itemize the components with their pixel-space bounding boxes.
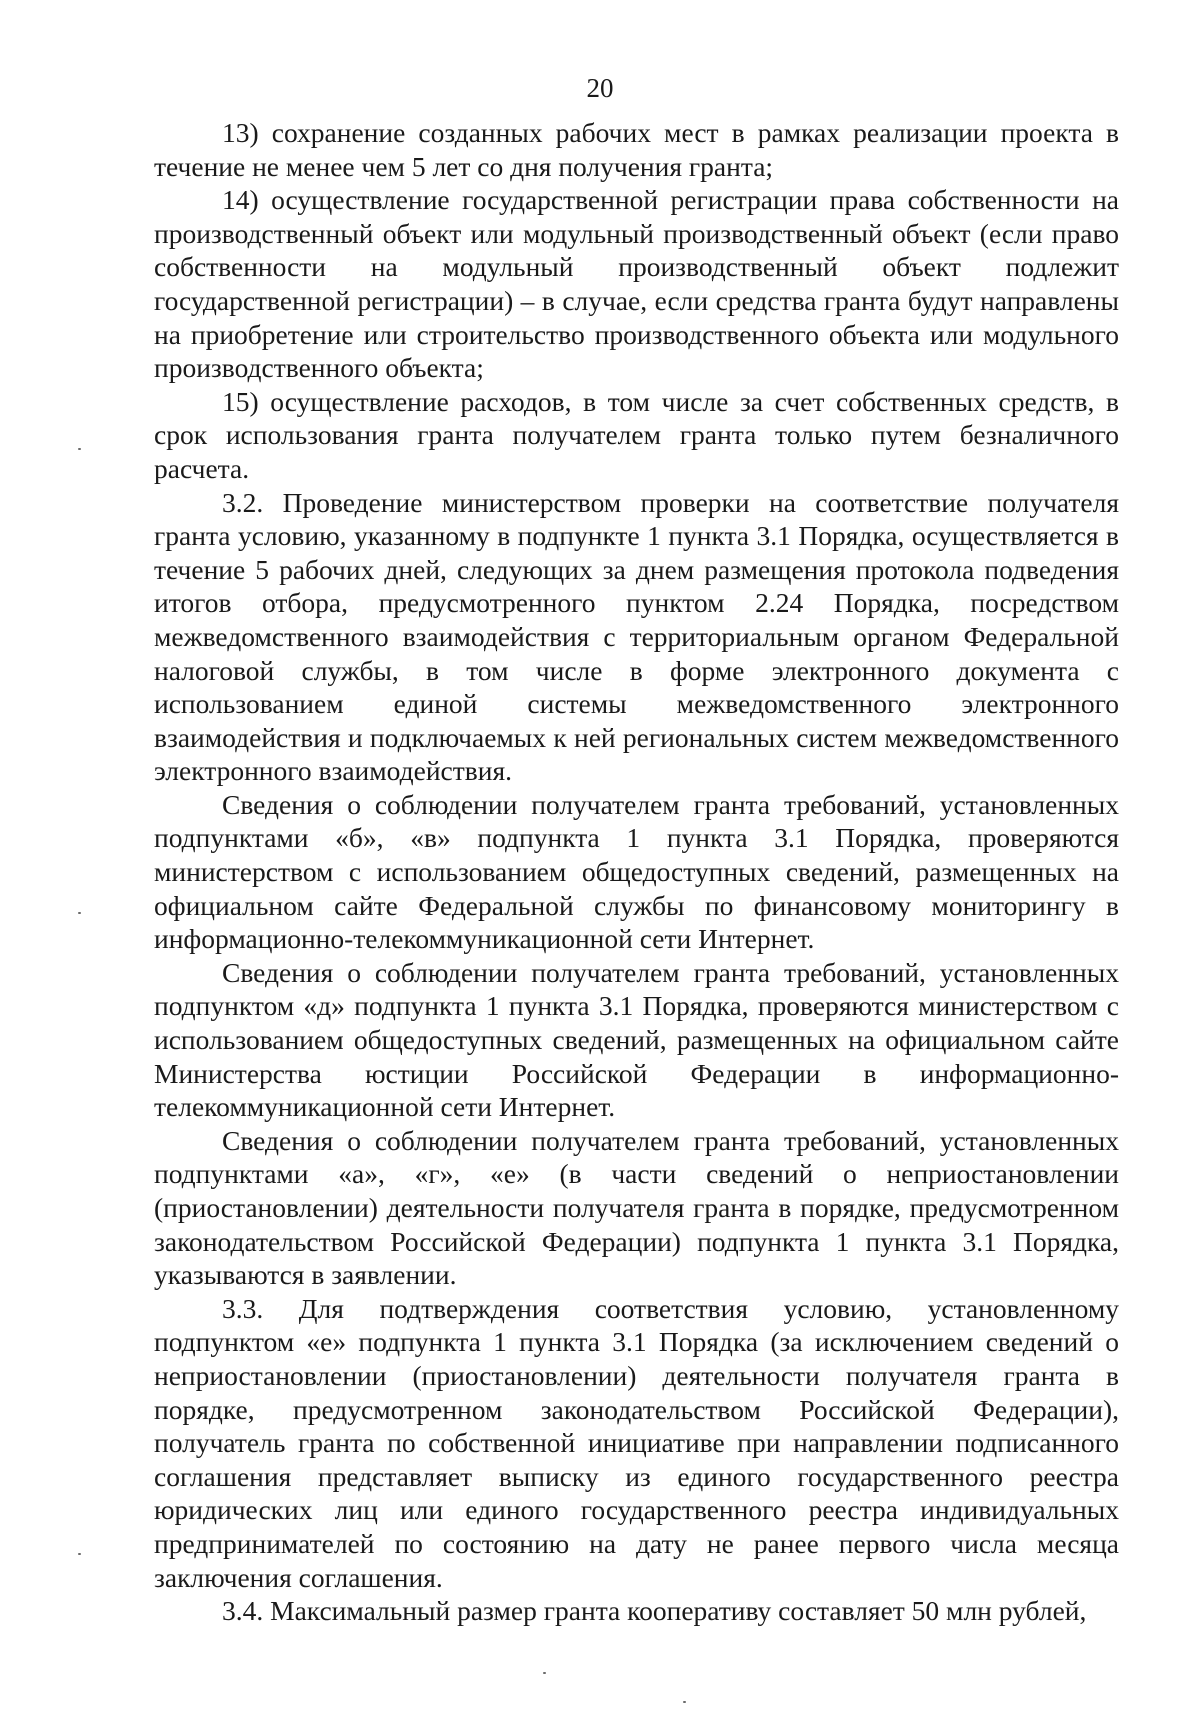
- scan-speck: [683, 1701, 686, 1703]
- document-body: [154, 116, 1119, 1628]
- paragraph-item-14: 14) осуществление государственной регистрации права собственности на производственный объект или модульный производственный объект (если право собственности на модульный производственный объект подлежит государственной регистрации) – в случае, если средства гранта будут направлены на приобретение или строительство производственного объекта или модульного производственного объекта;: [154, 184, 1119, 384]
- paragraph-info-b-v: Сведения о соблюдении получателем гранта требований, установленных подпунктами «б», «в» подпункта 1 пункта 3.1 Порядка, проверяются министерством с использованием общедоступных сведений, размещенных на официальном сайте Федеральной службы по финансовому мониторингу в информационно-телекоммуникационной сети Интернет.: [154, 788, 1119, 955]
- scan-speck: [543, 1672, 546, 1674]
- paragraph-info-d: Сведения о соблюдении получателем гранта требований, установленных подпунктом «д» подпункта 1 пункта 3.1 Порядка, проверяются министерством с использованием общедоступных сведений, размещенных на официальном сайте Министерства юстиции Российской Федерации в информационно-телекоммуникационной сети Интернет.: [154, 956, 1119, 1123]
- paragraph-3-4: 3.4. Максимальный размер гранта кооперативу составляет 50 млн рублей,: [222, 1595, 1087, 1627]
- paragraph-3-2: 3.2. Проведение министерством проверки на соответствие получателя гранта условию, указанному в подпункте 1 пункта 3.1 Порядка, осуществляется в течение 5 рабочих дней, следующих за днем размещения протокола подведения итогов отбора, предусмотренного пунктом 2.24 Порядка, посредством межведомственного взаимодействия с территориальным органом Федеральной налоговой службы, в том числе в форме электронного документа с использованием единой системы межведомственного электронного взаимодействия и подключаемых к ней региональных систем межведомственного электронного взаимодействия.: [154, 486, 1119, 787]
- paragraph-3-3: 3.3. Для подтверждения соответствия условию, установленному подпунктом «е» подпункта 1 пункта 3.1 Порядка (за исключением сведений о неприостановлении (приостановлении) деятельности получателя гранта в порядке, предусмотренном законодательством Российской Федерации), получатель гранта по собственной инициативе при направлении подписанного соглашения представляет выписку из единого государственного реестра юридических лиц или единого государственного реестра индивидуальных предпринимателей по состоянию на дату не ранее первого числа месяца заключения соглашения.: [154, 1292, 1119, 1593]
- paragraph-item-13: 13) сохранение созданных рабочих мест в рамках реализации проекта в течение не менее чем 5 лет со дня получения гранта;: [154, 117, 1119, 182]
- paragraph-info-a-g-e: Сведения о соблюдении получателем гранта требований, установленных подпунктами «а», «г», «е» (в части сведений о неприостановлении (приостановлении) деятельности получателя гранта в порядке, предусмотренном законодательством Российской Федерации) подпункта 1 пункта 3.1 Порядка, указываются в заявлении.: [154, 1124, 1119, 1291]
- scan-speck: [78, 448, 81, 450]
- scan-speck: [78, 912, 81, 914]
- scan-speck: [78, 1553, 81, 1555]
- page-number: 20: [586, 73, 614, 103]
- paragraph-item-15: 15) осуществление расходов, в том числе за счет собственных средств, в срок использования гранта получателем гранта только путем безналичного расчета.: [154, 385, 1119, 484]
